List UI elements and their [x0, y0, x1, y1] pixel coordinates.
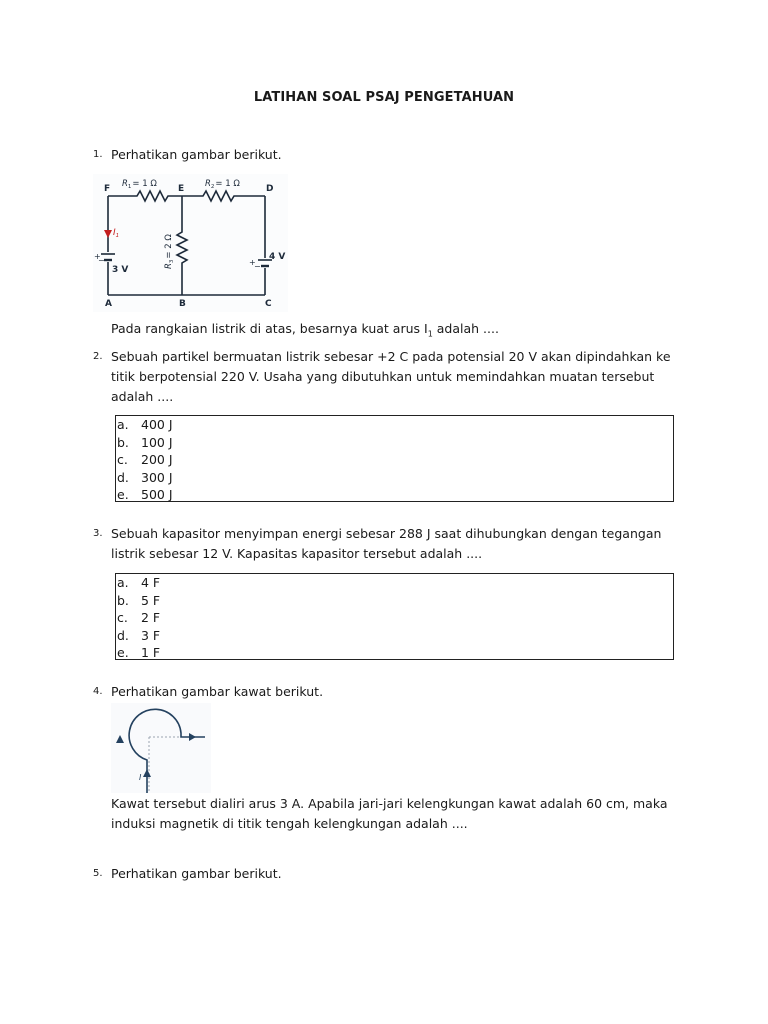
question-5	[93, 864, 673, 884]
resistor-3-label: $R_3= 2$ Ω	[164, 234, 175, 269]
option-c[interactable]: c. 2 F	[117, 610, 161, 625]
question-4	[93, 682, 673, 702]
question-text: Perhatikan gambar berikut.	[111, 147, 282, 162]
question-text-line: adalah ....	[111, 389, 174, 404]
answer-options-q3	[115, 573, 674, 660]
question-text-line: listrik sebesar 12 V. Kapasitas kapasitor tersebut adalah ....	[111, 546, 483, 561]
resistor-1-label: $R_1= 1$ Ω	[122, 179, 157, 190]
page-title: LATIHAN SOAL PSAJ PENGETAHUAN	[253, 90, 515, 105]
wire-diagram	[111, 703, 211, 793]
node-label-f: F	[104, 184, 111, 194]
battery-right-minus: −	[254, 262, 261, 271]
node-label-d: D	[266, 184, 274, 194]
question-4-prompt: Kawat tersebut dialiri arus 3 A. Apabila jari-jari kelengkungan kawat adalah 60 cm, maka induksi magnetik di titik tengah kelengkungan adalah ....	[111, 796, 668, 831]
question-text-line: Sebuah kapasitor menyimpan energi sebesar 288 J saat dihubungkan dengan tegangan	[111, 526, 662, 541]
option-a[interactable]: a. 400 J	[117, 417, 173, 432]
node-label-c: C	[265, 299, 272, 309]
battery-right-plus: +	[249, 258, 256, 267]
question-text: Perhatikan gambar kawat berikut.	[111, 684, 324, 699]
question-number: 5.	[93, 868, 103, 879]
question-text: Perhatikan gambar berikut.	[111, 866, 282, 881]
question-number: 1.	[93, 149, 103, 160]
current-label: $I_1$	[113, 228, 120, 239]
battery-left-plus: +	[94, 252, 101, 261]
question-1-prompt: Pada rangkaian listrik di atas, besarnya kuat arus $I_1$ adalah ....	[111, 321, 499, 339]
question-2	[93, 347, 673, 407]
question-1	[93, 145, 673, 165]
answer-options-q2	[115, 415, 674, 502]
battery-left-minus: −	[98, 256, 105, 265]
resistor-2-label: $R_2= 1$ Ω	[205, 179, 240, 190]
option-e[interactable]: e. 1 F	[117, 645, 161, 660]
node-label-a: A	[105, 299, 112, 309]
option-c[interactable]: c. 200 J	[117, 452, 173, 467]
question-number: 2.	[93, 351, 103, 362]
question-number: 4.	[93, 686, 103, 697]
question-number: 3.	[93, 528, 103, 539]
node-label-e: E	[178, 184, 185, 194]
node-label-b: B	[179, 299, 186, 309]
battery-left-voltage: 3 V	[112, 265, 129, 275]
circuit-diagram	[93, 174, 288, 312]
question-text-line: Sebuah partikel bermuatan listrik sebesar +2 C pada potensial 20 V akan dipindahkan ke	[111, 349, 671, 364]
option-a[interactable]: a. 4 F	[117, 575, 161, 590]
option-d[interactable]: d. 3 F	[117, 627, 161, 643]
question-text-line: titik berpotensial 220 V. Usaha yang dibutuhkan untuk memindahkan muatan tersebut	[111, 369, 655, 384]
option-b[interactable]: b. 5 F	[117, 592, 161, 608]
battery-right-voltage: 4 V	[269, 252, 286, 262]
option-d[interactable]: d. 300 J	[117, 469, 173, 485]
question-3	[93, 524, 673, 564]
option-b[interactable]: b. 100 J	[117, 434, 173, 450]
option-e[interactable]: e. 500 J	[117, 487, 173, 502]
current-label: I	[139, 773, 142, 782]
